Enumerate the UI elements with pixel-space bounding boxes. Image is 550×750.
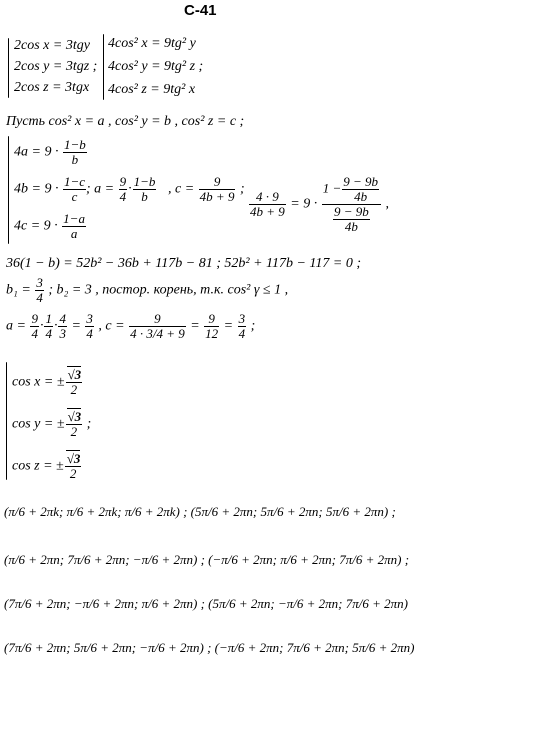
cos-y-value	[12, 410, 91, 439]
system-brace	[8, 136, 9, 244]
solution-row-3: (7π/6 + 2πn; −π/6 + 2πn; π/6 + 2πn) ; (5π/6 + 2πn; −π/6 + 2πn; 7π/6 + 2πn)	[4, 596, 408, 611]
substitution-text: Пусть cos² x = a , cos² y = b , cos² z = c ;	[6, 114, 245, 129]
denominator: 4b	[354, 189, 368, 204]
expr-lhs: ; a =	[86, 181, 115, 197]
cos-label: cos y = ±	[12, 416, 65, 432]
denominator: 2	[70, 424, 78, 439]
cos-label: cos x = ±	[12, 374, 65, 390]
denominator: 2	[70, 382, 78, 397]
fraction	[238, 312, 247, 341]
separator: ;	[86, 416, 92, 432]
system1-right-2: 4cos² y = 9tg² z ;	[108, 59, 204, 74]
fraction	[63, 138, 87, 167]
equals-sign: = 9 ·	[290, 196, 318, 212]
expr-b: $\frac{4 \cdot 9}{4b + 9}$ = 9 · 1 − $\frac{9 - 9b}{4b}$ $\frac{9 - 9b}{4b}$ ,	[250, 174, 390, 234]
cos-z-value	[12, 452, 82, 481]
numerator: 1−b	[133, 174, 156, 189]
solution-row-2: (π/6 + 2πn; 7π/6 + 2πn; −π/6 + 2πn) ; (−π/6 + 2πn; π/6 + 2πn; 7π/6 + 2πn) ;	[4, 552, 410, 567]
denominator: 4	[36, 290, 43, 305]
fraction	[63, 175, 86, 204]
numerator: 9	[204, 312, 219, 327]
eq-lhs: 4c = 9 ·	[14, 218, 58, 234]
numerator: 9	[31, 311, 38, 326]
denominator: 4b	[344, 219, 358, 234]
fraction	[85, 312, 94, 341]
numerator: 9 − 9b	[334, 204, 369, 219]
denominator: 4	[119, 189, 127, 204]
denominator: c	[71, 189, 78, 204]
numerator: 3	[36, 275, 43, 290]
numerator	[322, 175, 381, 205]
solution-row-1: (π/6 + 2πk; π/6 + 2πk; π/6 + 2πk) ; (5π/6 + 2πn; 5π/6 + 2πn; 5π/6 + 2πn) ;	[4, 504, 396, 519]
fraction	[66, 410, 83, 439]
denominator: 4	[238, 326, 246, 341]
denominator: 4b + 9	[250, 204, 285, 219]
system-brace	[8, 38, 9, 98]
numerator	[66, 410, 83, 425]
fraction	[204, 312, 219, 341]
denominator: b	[71, 152, 79, 167]
fraction	[199, 175, 236, 204]
fraction	[129, 312, 186, 341]
denominator: 2	[69, 466, 77, 481]
system2-eq2	[14, 175, 87, 204]
denominator	[322, 205, 381, 234]
numerator: 1	[45, 311, 52, 326]
denominator: b	[141, 189, 148, 204]
numerator: 1−c	[63, 174, 85, 189]
expr-lhs: , c =	[168, 181, 195, 197]
fraction	[66, 368, 83, 397]
denominator: 4	[86, 326, 93, 341]
denominator: 4 · 3/4 + 9	[130, 326, 185, 341]
numerator: 9	[129, 312, 186, 327]
c-lhs: , c =	[98, 318, 125, 334]
numerator: 9	[119, 174, 127, 189]
system1-right-3: 4cos² z = 9tg² x	[108, 82, 196, 97]
numerator: 3	[238, 311, 246, 326]
numerator	[66, 368, 83, 383]
denominator: 3	[59, 326, 66, 341]
root-note: ; b₂ = 3 , постор. корень, т.к. cos² γ ≤ 1 ,	[48, 282, 289, 298]
system-brace	[6, 362, 7, 480]
numerator: 9	[199, 175, 236, 190]
system2-eq1	[14, 138, 88, 167]
numerator	[65, 452, 82, 467]
fraction	[333, 205, 370, 234]
quadratic-equation: 36(1 − b) = 52b² − 36b + 117b − 81 ; 52b² + 117b − 117 = 0 ;	[6, 256, 362, 271]
root-label: b₁ =	[6, 282, 31, 298]
sqrt-three: √3	[67, 409, 82, 424]
system2-eq3	[14, 212, 87, 241]
fraction	[35, 276, 44, 305]
numerator: 3	[86, 311, 93, 326]
numerator: 9 − 9b	[343, 174, 379, 189]
expr-c: , c = $\frac{9}{4b + 9}$ ;	[168, 174, 245, 204]
roots-line	[6, 276, 288, 305]
values-line: a = $\frac{9}{4}$ · $\frac{1}{4}$ · $\frac{4}{3}$ = $\frac{3}{4}$ , c = $\frac{9}{4 \cdot 3/4 + 9}$ = $\frac{9}{12}$ = $\frac{3}{4}$ ;	[6, 311, 256, 341]
denominator: 4b + 9	[199, 189, 235, 204]
numerator: 4	[59, 311, 66, 326]
eq-lhs: 4a = 9 ·	[14, 144, 59, 160]
numerator: 1−b	[63, 137, 86, 152]
denominator: 12	[205, 326, 219, 341]
sqrt-three: √3	[66, 451, 81, 466]
numerator: 4 · 9	[249, 190, 286, 205]
fraction	[58, 312, 67, 341]
fraction	[62, 212, 86, 241]
system1-left-2: 2cos y = 3tgz ;	[14, 59, 98, 74]
page-title: С-41	[184, 2, 217, 19]
fraction	[30, 312, 39, 341]
numerator: 1−a	[63, 211, 85, 226]
fraction	[119, 175, 128, 204]
system1-left-1: 2cos x = 3tgy	[14, 38, 90, 53]
denominator: 4	[45, 326, 52, 341]
cos-x-value	[12, 368, 83, 397]
system1-left-3: 2cos z = 3tgx	[14, 80, 90, 95]
fraction	[249, 190, 286, 219]
fraction	[65, 452, 82, 481]
fraction	[44, 312, 53, 341]
sqrt-three: √3	[67, 367, 82, 382]
a-lhs: a =	[6, 318, 26, 334]
eq-lhs: 4b = 9 ·	[14, 181, 59, 197]
cos-label: cos z = ±	[12, 458, 64, 474]
system1-right-1: 4cos² x = 9tg² y	[108, 36, 196, 51]
fraction	[133, 175, 157, 204]
fraction	[342, 175, 379, 204]
system-brace	[103, 34, 104, 100]
expr-a: ; a = $\frac{9}{4}$ · $\frac{1-b}{b}$	[86, 174, 156, 204]
nested-fraction	[322, 175, 381, 234]
denominator: 4	[31, 326, 38, 341]
solution-row-4: (7π/6 + 2πn; 5π/6 + 2πn; −π/6 + 2πn) ; (−π/6 + 2πn; 7π/6 + 2πn; 5π/6 + 2πn)	[4, 640, 415, 655]
inner-term: 1 −	[322, 180, 342, 196]
denominator: a	[70, 226, 78, 241]
